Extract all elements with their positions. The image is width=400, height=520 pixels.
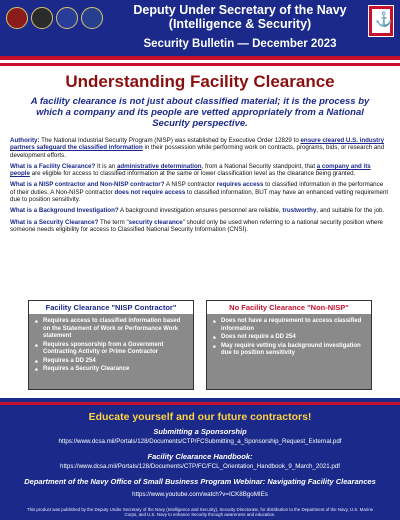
emphasis: requires access <box>216 181 264 189</box>
requirements-list <box>207 314 371 359</box>
emphasis: security clearance <box>128 218 183 226</box>
text: " should only be used when referring to a national security position where someone needs eligibility for access to Classified National Security Information (CNSI). <box>10 218 384 233</box>
sponsorship-link[interactable]: https://www.dcsa.mil/Portals/128/Documents/CTP/FCSubmitting_a_Sponsorship_Request_External.pdf <box>58 438 342 445</box>
call-to-action: Educate yourself and our future contractors! <box>88 411 312 423</box>
list-item: ■ Requires access to classified information based on the Statement of Work or Performance Work statement <box>35 318 187 341</box>
text: to classified information, BUT may have an enhanced vetting requirement due to position sensitivity. <box>10 188 389 204</box>
non-nisp-box <box>206 300 372 390</box>
sc-paragraph <box>10 219 390 234</box>
emphasis: a company and its people <box>10 162 371 178</box>
emphasis: trustworthy <box>282 207 317 215</box>
list-item: ■ Requires a DD 254 <box>35 358 187 366</box>
list-item: ■ Does not require a DD 254 <box>213 334 365 342</box>
emblem-seal-icon <box>31 7 53 29</box>
text: , and suitable for the job. <box>316 207 385 215</box>
list-item: ■ Requires a Security Clearance <box>35 366 187 374</box>
box-title: Facility Clearance "NISP Contractor" <box>29 301 193 314</box>
dod-seal-icon <box>81 7 103 29</box>
text: are eligible for access to classified information at the same or lower classification level as the clearance being granted. <box>29 170 356 178</box>
navy-flag-icon <box>368 5 394 37</box>
text: The term " <box>98 218 129 226</box>
header-title: Deputy Under Secretary of the Navy (Intelligence & Security) <box>133 3 347 31</box>
emphasis: ensure cleared U.S. industry partners safeguard the classified information <box>10 137 385 152</box>
sponsorship-label: Submitting a Sponsorship <box>153 427 247 436</box>
list-item: ■ Does not have a requirement to access classified information <box>213 318 365 333</box>
box-title: No Facility Clearance "Non-NISP" <box>207 301 371 314</box>
navy-seal-icon <box>56 7 78 29</box>
sc-question: What is a Security Clearance? <box>10 218 99 226</box>
nisp-question: What is a NISP contractor and Non-NISP contractor? <box>10 181 165 189</box>
text: A NISP contractor <box>164 181 217 189</box>
bi-question: What is a Background Investigation? <box>10 207 119 215</box>
text: in their possession while performing work on contracts, programs, bids, or research and development efforts. <box>10 144 385 159</box>
webinar-link[interactable]: https://www.youtube.com/watch?v=ICK8BgoMIEs <box>132 491 268 498</box>
list-item: ■ Requires sponsorship from a Government Contracting Activity or Prime Contractor <box>35 342 187 357</box>
publication-note: This product was published by the Deputy Under Secretary of the Navy (Intelligence and Security), Security Directorate, for distribution to the Department of the Navy, U.S. Marine Corps, and U.S. Navy to enhance Security through awareness and education. <box>26 507 374 517</box>
emphasis: administrative determination <box>116 162 202 170</box>
text: The National Industrial Security Program (NISP) was established by Executive Order 12829 to <box>39 137 301 144</box>
resources-footer <box>0 405 400 520</box>
emphasis: does not require access <box>114 188 186 196</box>
usmc-seal-icon <box>6 7 28 29</box>
fcl-question: What is a Facility Clearance? <box>10 162 96 170</box>
bulletin-header <box>0 0 400 56</box>
text: It is an <box>95 162 117 170</box>
page-title: Understanding Facility Clearance <box>65 72 335 91</box>
bi-paragraph <box>10 207 390 214</box>
divider-stripe <box>0 63 400 66</box>
authority-label: Authority: <box>10 137 40 144</box>
fcl-paragraph <box>10 163 390 178</box>
nisp-contractor-box <box>28 300 194 390</box>
text: A background investigation ensures personnel are reliable, <box>118 207 283 215</box>
requirements-list <box>29 314 193 375</box>
content-body <box>10 137 390 237</box>
text: to classified information in the performance of their duties. A Non-NISP contractor <box>10 181 384 196</box>
text: , from a National Security standpoint, that <box>201 162 317 170</box>
handbook-label: Facility Clearance Handbook: <box>147 452 253 461</box>
webinar-label: Department of the Navy Office of Small Business Program Webinar: Navigating Facility Clearances <box>24 477 376 486</box>
nisp-paragraph <box>10 181 390 203</box>
authority-paragraph <box>10 137 390 159</box>
handbook-link[interactable]: https://www.dcsa.mil/Portals/128/Documents/CTP/FC/FCL_Orientation_Handbook_9_March_2021.pdf <box>60 463 340 470</box>
seal-row <box>6 7 103 29</box>
comparison-boxes <box>28 300 372 390</box>
tagline: A facility clearance is not just about classified material; it is the process by which a company and its people are vetted appropriately from a National Security perspective. <box>30 96 370 129</box>
list-item: ■ May require vetting via background investigation due to position sensitivity <box>213 343 365 358</box>
header-subtitle: Security Bulletin — December 2023 <box>143 38 337 50</box>
